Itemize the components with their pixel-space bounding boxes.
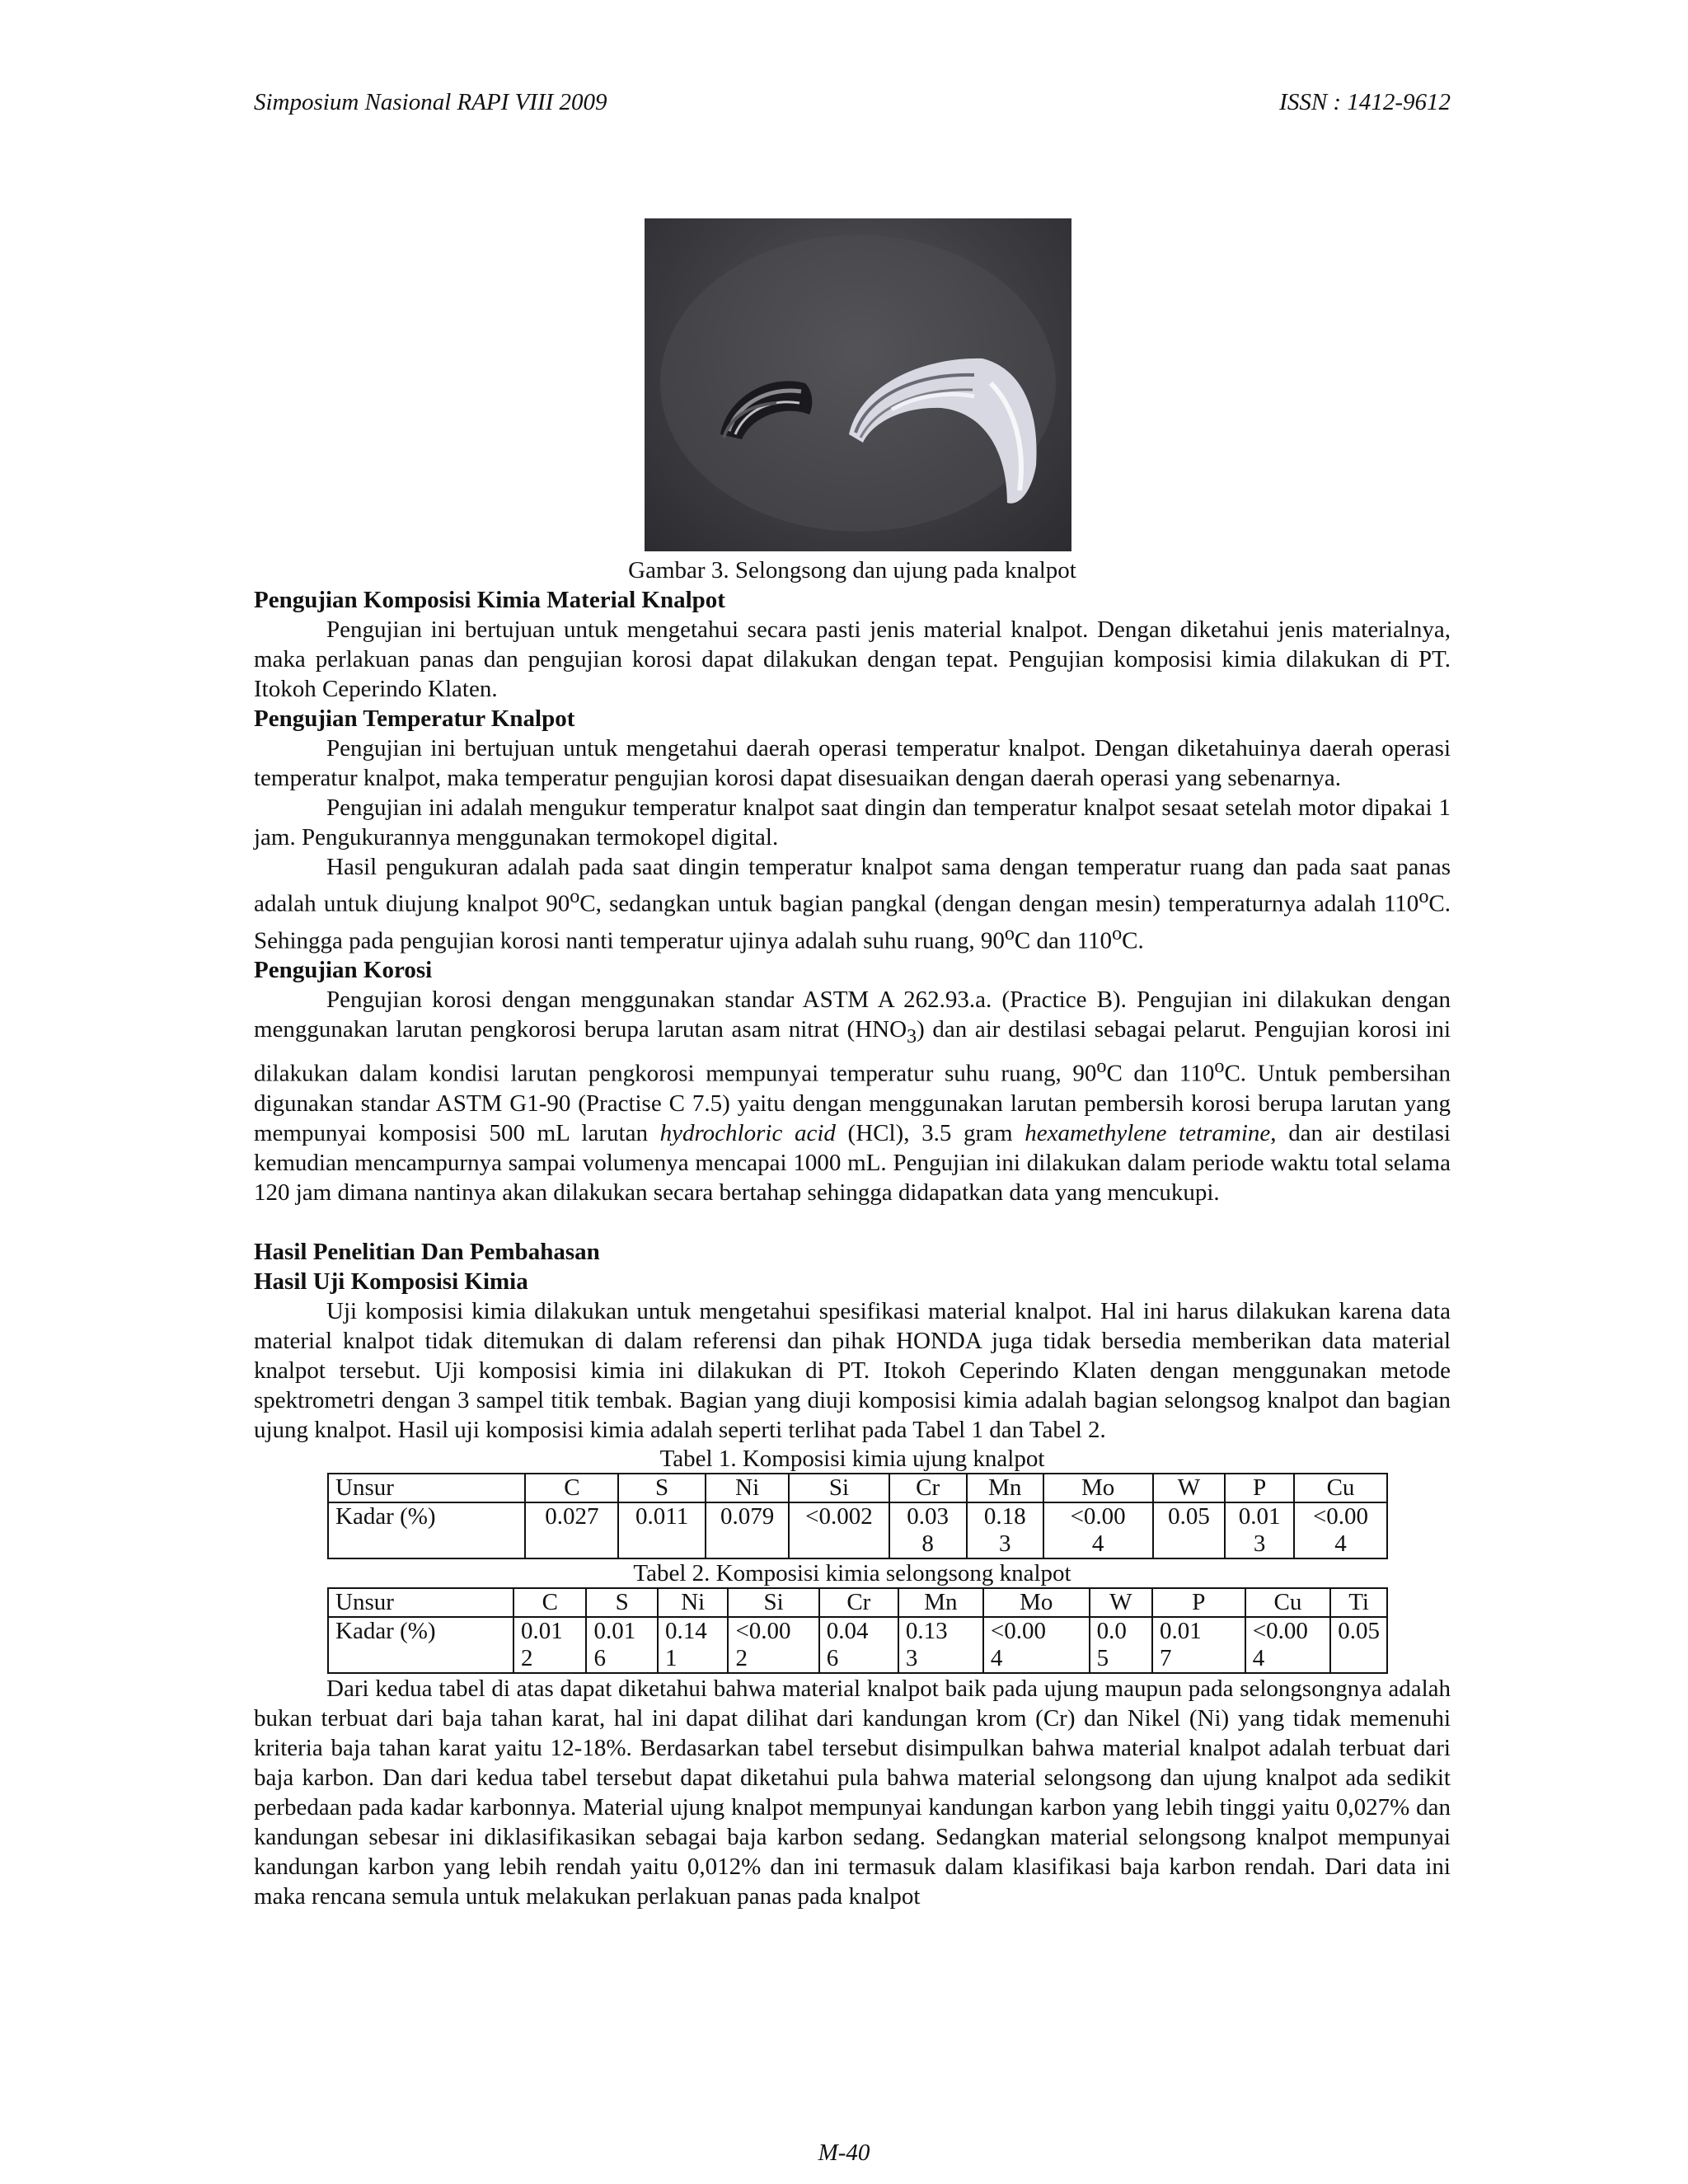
- degree-sup: o: [1214, 1055, 1225, 1078]
- table1-value-cell: 0.18 3: [967, 1502, 1043, 1558]
- table2-element-cell: Cr: [819, 1588, 898, 1617]
- table1-element-cell: Cr: [889, 1474, 967, 1502]
- heading-hasil-uji: Hasil Uji Komposisi Kimia: [254, 1268, 528, 1295]
- degree-sup: o: [1096, 1055, 1107, 1078]
- table1-element-cell: W: [1153, 1474, 1226, 1502]
- table2-value-cell: 0.13 3: [898, 1617, 983, 1673]
- table1-element-cell: Mn: [967, 1474, 1043, 1502]
- text-span: , dan air destilasi kemudian mencampurnya sampai volumenya mencapai 1000 mL. Pengujian ini dilakukan dalam periode waktu total selama 120 jam dimana nantinya akan dilakukan secara bertahap sehingga didapatkan data yang mencukupi.: [254, 1119, 1451, 1206]
- table1-row-label: Kadar (%): [328, 1502, 525, 1558]
- table2-row-label: Kadar (%): [328, 1617, 513, 1673]
- paragraph-komposisi: Pengujian ini bertujuan untuk mengetahui secara pasti jenis material knalpot. Dengan diketahui jenis materialnya, maka perlakuan panas dan pengujian korosi dapat dilakukan dengan tepat. Pengujian komposisi kimia dilakukan di PT. Itokoh Ceperindo Klaten.: [254, 616, 1451, 702]
- table2-value-cell: 0.05: [1330, 1617, 1387, 1673]
- paragraph-pembahasan: Dari kedua tabel di atas dapat diketahui bahwa material knalpot baik pada ujung maupun pada selongsongnya adalah bukan terbuat dari baja tahan karat, hal ini dapat dilihat dari kandungan krom (Cr) dan Nikel (Ni) yang tidak memenuhi kriteria baja tahan karat yaitu 12-18%. Berdasarkan tabel tersebut disimpulkan bahwa material knalpot adalah terbuat dari baja karbon. Dan dari kedua tabel tersebut dapat diketahui pula bahwa material selongsong dan ujung knalpot ada sedikit perbedaan pada kadar karbonnya. Material ujung knalpot mempunyai kandungan karbon yang lebih tinggi yaitu 0,027% dan kandungan sebesar ini diklasifikasikan sebagai baja karbon sedang. Sedangkan material selongsong knalpot mempunyai kandungan karbon yang lebih rendah yaitu 0,012% dan ini termasuk dalam klasifikasi baja karbon rendah. Dari data ini maka rencana semula untuk melakukan perlakuan panas pada knalpot: [254, 1675, 1451, 1910]
- heading-komposisi: Pengujian Komposisi Kimia Material Knalpot: [254, 587, 725, 613]
- text-span: C.: [1122, 927, 1144, 954]
- table2-value-row: [328, 1617, 1387, 1673]
- table1-value-cell: 0.027: [525, 1502, 618, 1558]
- header-issn: ISSN : 1412-9612: [1279, 89, 1451, 115]
- table1-value-row: [328, 1502, 1387, 1558]
- table2-value-cell: 0.01 7: [1152, 1617, 1245, 1673]
- degree-sup: o: [570, 885, 580, 907]
- table1-value-cell: <0.002: [789, 1502, 889, 1558]
- table2-element-cell: Mn: [898, 1588, 983, 1617]
- table2-composition: [327, 1587, 1388, 1674]
- paragraph-temperatur-3: [254, 852, 1451, 955]
- heading-korosi: Pengujian Korosi: [254, 957, 433, 984]
- paragraph-hasil-uji: Uji komposisi kimia dilakukan untuk mengetahui spesifikasi material knalpot. Hal ini harus dilakukan karena data material knalpot tidak ditemukan di dalam referensi dan pihak HONDA juga tidak bersedia memberikan data material knalpot tersebut. Uji komposisi kimia ini dilakukan di PT. Itokoh Ceperindo Klaten dengan menggunakan metode spektrometri dengan 3 sampel titik tembak. Bagian yang diuji komposisi kimia adalah bagian selongsog knalpot dan bagian ujung knalpot. Hasil uji komposisi kimia adalah seperti terlihat pada Tabel 1 dan Tabel 2.: [254, 1297, 1451, 1443]
- figure-caption: Gambar 3. Selongsong dan ujung pada knalpot: [628, 557, 1076, 583]
- italic-term: hexamethylene tetramine: [1025, 1119, 1271, 1146]
- table2-caption: Tabel 2. Komposisi kimia selongsong knalpot: [633, 1559, 1071, 1586]
- table2-element-cell: S: [586, 1588, 657, 1617]
- table2-element-cell: Si: [728, 1588, 818, 1617]
- page-number: M-40: [818, 2139, 870, 2166]
- text-span: Pengujian korosi dengan menggunakan standar ASTM A 262.93.a. (Practice B). Pengujian ini dilakukan dengan menggunakan larutan pengkorosi berupa larutan asam nitrat (HNO: [254, 987, 1451, 1043]
- table2-value-cell: <0.00 4: [983, 1617, 1090, 1673]
- table1-value-cell: 0.03 8: [889, 1502, 967, 1558]
- table2-row-label: Unsur: [328, 1588, 513, 1617]
- table1-element-cell: C: [525, 1474, 618, 1502]
- paragraph-korosi: [254, 985, 1451, 1207]
- table2-value-cell: <0.00 2: [728, 1617, 818, 1673]
- table1-element-cell: Si: [789, 1474, 889, 1502]
- text-span: (HCl), 3.5 gram: [835, 1119, 1025, 1146]
- table2-element-cell: Mo: [983, 1588, 1090, 1617]
- table2-header-row: [328, 1588, 1387, 1617]
- table1-caption: Tabel 1. Komposisi kimia ujung knalpot: [659, 1445, 1045, 1472]
- paragraph-temperatur-1: Pengujian ini bertujuan untuk mengetahui daerah operasi temperatur knalpot. Dengan diketahuinya daerah operasi temperatur knalpot, maka temperatur pengujian korosi dapat disesuaikan dengan daerah operasi yang sebenarnya.: [254, 735, 1451, 791]
- table2-value-cell: 0.01 6: [586, 1617, 657, 1673]
- article-body: [254, 585, 1451, 1911]
- table2-element-cell: Ni: [658, 1588, 729, 1617]
- table1-value-cell: 0.05: [1153, 1502, 1226, 1558]
- degree-sup: o: [1112, 921, 1123, 944]
- degree-sup: o: [1418, 885, 1429, 907]
- table1-value-cell: 0.01 3: [1225, 1502, 1294, 1558]
- table1-value-cell: 0.011: [618, 1502, 706, 1558]
- table2-element-cell: Ti: [1330, 1588, 1387, 1617]
- text-span: C. Untuk pembersihan digunakan standar ASTM G1-90 (Practise C 7.5) yaitu dengan menggunakan larutan pembersih korosi berupa larutan yang mempunyai komposisi 500 mL larutan: [254, 1060, 1451, 1146]
- table1-element-cell: Ni: [706, 1474, 789, 1502]
- italic-term: hydrochloric acid: [659, 1119, 836, 1146]
- figure-exhaust-photo: [645, 218, 1071, 551]
- heading-temperatur: Pengujian Temperatur Knalpot: [254, 705, 575, 732]
- text-span: C. Sehingga pada pengujian korosi nanti temperatur ujinya adalah suhu ruang, 90: [254, 890, 1451, 954]
- table1-value-cell: <0.00 4: [1294, 1502, 1387, 1558]
- table2-value-cell: 0.01 2: [513, 1617, 586, 1673]
- paragraph-temperatur-2: Pengujian ini adalah mengukur temperatur knalpot saat dingin dan temperatur knalpot sesaat setelah motor dipakai 1 jam. Pengukurannya menggunakan termokopel digital.: [254, 794, 1451, 851]
- heading-hasil: Hasil Penelitian Dan Pembahasan: [254, 1238, 600, 1265]
- table2-value-cell: 0.14 1: [658, 1617, 729, 1673]
- table1-value-cell: 0.079: [706, 1502, 789, 1558]
- exhaust-parts-illustration: [645, 218, 1071, 551]
- section-gap: [254, 1207, 1451, 1237]
- table2-element-cell: P: [1152, 1588, 1245, 1617]
- table1-element-cell: S: [618, 1474, 706, 1502]
- text-span: ) dan air destilasi sebagai pelarut. Pengujian korosi ini dilakukan dalam kondisi larutan pengkorosi mempunyai temperatur suhu ruang, 90: [254, 1016, 1451, 1087]
- table1-row-label: Unsur: [328, 1474, 525, 1502]
- table2-value-cell: 0.04 6: [819, 1617, 898, 1673]
- running-header: [254, 89, 1451, 116]
- table2-element-cell: W: [1090, 1588, 1152, 1617]
- header-conference: Simposium Nasional RAPI VIII 2009: [254, 89, 607, 115]
- table1-element-cell: P: [1225, 1474, 1294, 1502]
- table1-element-cell: Mo: [1043, 1474, 1153, 1502]
- table2-element-cell: C: [513, 1588, 586, 1617]
- table1-element-cell: Cu: [1294, 1474, 1387, 1502]
- table2-element-cell: Cu: [1245, 1588, 1330, 1617]
- text-span: C, sedangkan untuk bagian pangkal (dengan dengan mesin) temperaturnya adalah 110: [579, 890, 1419, 917]
- table1-header-row: [328, 1474, 1387, 1502]
- table1-composition: [327, 1473, 1388, 1559]
- table1-value-cell: <0.00 4: [1043, 1502, 1153, 1558]
- subscript: 3: [907, 1025, 917, 1048]
- text-span: C dan 110: [1014, 927, 1113, 954]
- text-span: Hasil pengukuran adalah pada saat dingin temperatur knalpot sama dengan temperatur ruang dan pada saat panas adalah untuk diujung knalpot 90: [254, 854, 1451, 917]
- table2-value-cell: 0.0 5: [1090, 1617, 1152, 1673]
- table2-value-cell: <0.00 4: [1245, 1617, 1330, 1673]
- degree-sup: o: [1004, 921, 1015, 944]
- text-span: C dan 110: [1106, 1060, 1215, 1087]
